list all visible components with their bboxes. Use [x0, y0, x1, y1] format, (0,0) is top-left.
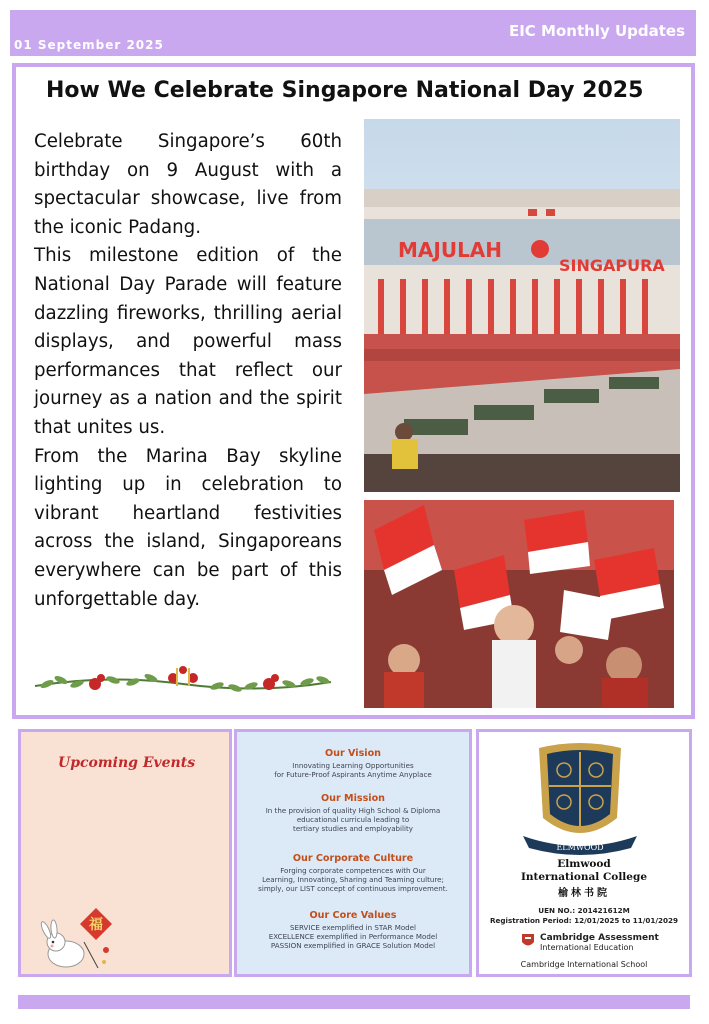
- holly-garland-decoration: [33, 656, 333, 702]
- newsletter-title: EIC Monthly Updates: [508, 22, 685, 40]
- mission-heading: Our Mission: [320, 793, 386, 804]
- upcoming-events-title: Upcoming Events: [58, 755, 196, 771]
- singapura-banner: SINGAPURA: [559, 256, 665, 275]
- crowd-photo: [364, 500, 674, 708]
- rabbit-illustration: [38, 898, 118, 976]
- vision-line: for Future-Proof Aspirants Anytime Anyplace: [274, 770, 432, 779]
- majulah-banner: MAJULAH: [398, 238, 503, 262]
- uen-number: UEN NO.: 201421612M: [538, 906, 630, 915]
- cambridge-school-label: Cambridge International School: [520, 960, 648, 969]
- footer-bar: [18, 995, 690, 1009]
- corporate-culture-line: simply, our LIST concept of continuous improvement.: [258, 884, 448, 893]
- college-name: Elmwood International College: [520, 858, 647, 883]
- article-title: How We Celebrate Singapore National Day 2025: [46, 78, 644, 103]
- svg-text:福: 福: [89, 917, 103, 933]
- vision-line: Innovating Learning Opportunities: [292, 761, 414, 770]
- core-values-line: PASSION exemplified in GRACE Solution Model: [270, 941, 436, 950]
- vision-block: [240, 748, 466, 779]
- mission-line: In the provision of quality High School & Diploma: [265, 806, 441, 815]
- vision-heading: Our Vision: [324, 748, 382, 759]
- article-paragraph-3: From the Marina Bay skyline lighting up in celebration to vibrant heartland festivities across the island, Singaporeans everywhere can be part of this unforgettable day.: [34, 445, 342, 610]
- mission-block: [240, 793, 466, 833]
- article-paragraph-2: This milestone edition of the National Day Parade will feature dazzling fireworks, thrilling aerial displays, and powerful mass performances that reflect our journey as a nation and the spirit that unites us.: [34, 245, 342, 438]
- registration-period: Registration Period: 12/01/2025 to 11/01/2029: [489, 916, 679, 925]
- article-body: [34, 128, 342, 614]
- corporate-culture-heading: Our Corporate Culture: [292, 853, 414, 864]
- corporate-culture-line: Learning, Innovating, Sharing and Teaming culture;: [262, 875, 444, 884]
- mission-line: educational curricula leading to: [296, 815, 410, 824]
- svg-text:ELMWOOD: ELMWOOD: [556, 843, 604, 852]
- core-values-line: EXCELLENCE exemplified in Performance Model: [268, 932, 438, 941]
- corporate-culture-block: [240, 853, 466, 893]
- college-name-chinese: 榆林书院: [558, 888, 610, 899]
- corporate-culture-line: Forging corporate competences with Our: [280, 866, 426, 875]
- parade-photo: [364, 119, 680, 492]
- core-values-block: [240, 910, 466, 950]
- cambridge-assessment-label: Cambridge Assessment: [540, 933, 659, 943]
- mission-line: tertiary studies and employability: [293, 824, 413, 833]
- core-values-heading: Our Core Values: [309, 910, 397, 921]
- college-crest-logo: [519, 738, 641, 860]
- issue-date: 01 September 2025: [14, 38, 164, 52]
- cambridge-international-education-label: International Education: [540, 943, 634, 952]
- article-paragraph-1: Celebrate Singapore’s 60th birthday on 9 August with a spectacular showcase, live from the iconic Padang.: [34, 131, 342, 238]
- cambridge-shield-icon: [520, 933, 536, 949]
- core-values-line: SERVICE exemplified in STAR Model: [289, 923, 417, 932]
